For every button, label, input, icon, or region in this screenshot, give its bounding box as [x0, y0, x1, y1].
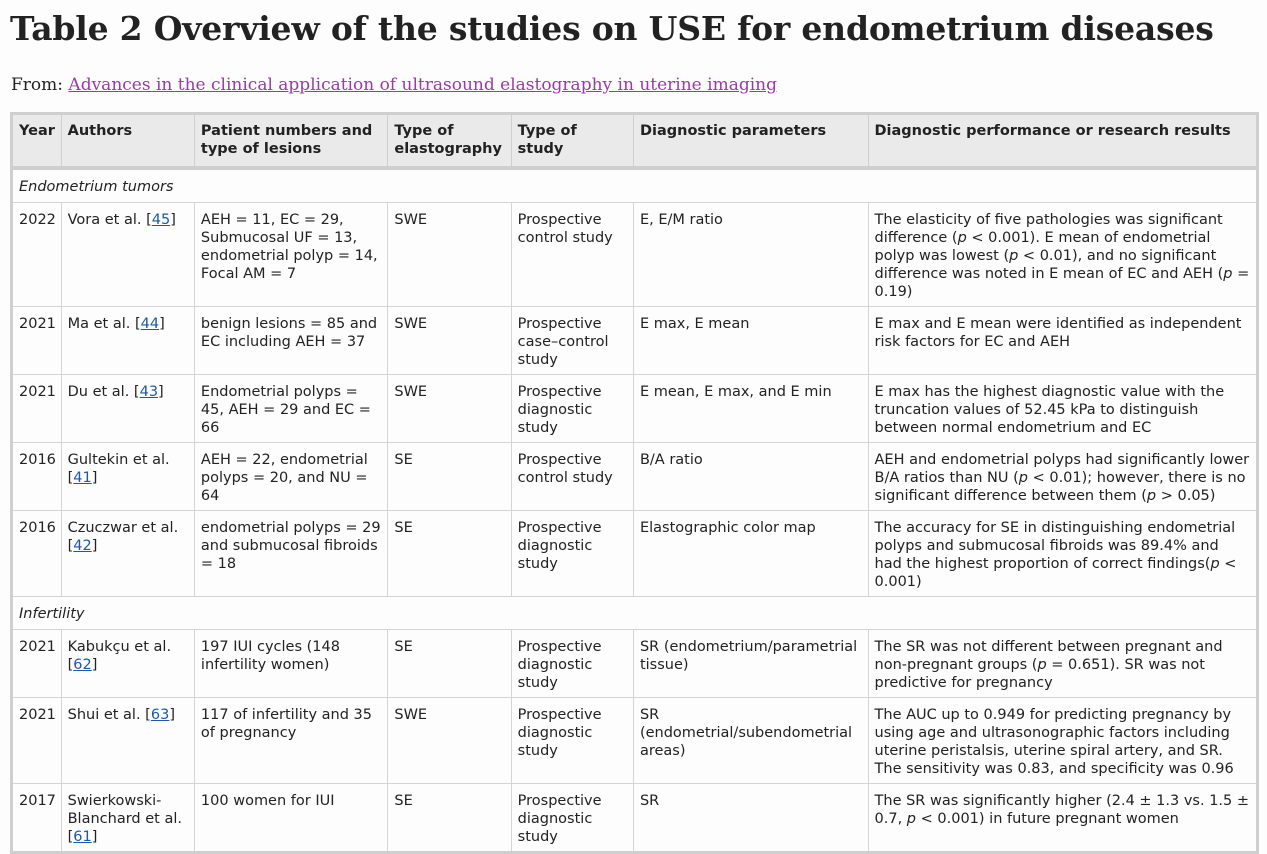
cell-elastography: SE: [388, 784, 511, 852]
author-names: Ma et al.: [67, 316, 131, 332]
cell-year: 2021: [13, 307, 61, 375]
cell-authors: Du et al. [43]: [61, 375, 194, 443]
author-names: Du et al.: [67, 384, 130, 400]
cell-elastography: SE: [388, 443, 511, 511]
author-names: Kabukçu et al.: [67, 639, 172, 655]
results-text: E max has the highest diagnostic value with the truncation values of 52.45 kPa to distinguish between normal endometrium and EC: [874, 384, 1225, 436]
table-row: [13, 307, 1256, 375]
results-text: AEH and endometrial polyps had significantly lower B/A ratios than NU (: [874, 452, 1250, 486]
section-row: [13, 597, 1256, 630]
table-row: [13, 443, 1256, 511]
cell-results: [868, 784, 1256, 852]
table-row: [13, 784, 1256, 852]
cell-parameters: Elastographic color map: [633, 511, 868, 597]
cell-authors: Kabukçu et al. [62]: [61, 630, 194, 698]
results-text: The accuracy for SE in distinguishing endometrial polyps and submucosal fibroids was 89.4% and had the highest proportion of correct findings(: [874, 520, 1236, 572]
p-value-symbol: p: [1009, 248, 1019, 264]
p-value-symbol: p: [1146, 488, 1157, 504]
header-results: Diagnostic performance or research results: [868, 115, 1256, 168]
cell-study-type: Prospective diagnostic study: [511, 698, 633, 784]
cell-patients: AEH = 11, EC = 29, Submucosal UF = 13, endometrial polyp = 14, Focal AM = 7: [194, 203, 387, 307]
cell-patients: AEH = 22, endometrial polyps = 20, and NU = 64: [194, 443, 387, 511]
cell-study-type: Prospective diagnostic study: [511, 784, 633, 852]
section-row: [13, 168, 1256, 203]
cell-parameters: SR: [633, 784, 868, 852]
header-patients: Patient numbers and type of lesions: [194, 115, 387, 168]
header-authors: Authors: [61, 115, 194, 168]
cell-study-type: Prospective control study: [511, 443, 633, 511]
page-title: Table 2 Overview of the studies on USE for endometrium diseases: [10, 9, 1214, 48]
section-label: Endometrium tumors: [13, 168, 1256, 203]
source-line: [11, 74, 1257, 96]
studies-table-container: [10, 112, 1259, 854]
author-names: Vora et al.: [67, 212, 142, 228]
cell-results: [868, 375, 1256, 443]
cell-elastography: SE: [388, 511, 511, 597]
cell-parameters: SR (endometrial/subendometrial areas): [633, 698, 868, 784]
from-label: From:: [11, 75, 64, 95]
results-text: The SR was not different between pregnant and non-pregnant groups (: [874, 639, 1223, 673]
header-year: Year: [13, 115, 61, 168]
source-article-link[interactable]: Advances in the clinical application of ultrasound elastography in uterine imaging: [68, 75, 777, 95]
cell-year: 2016: [13, 511, 61, 597]
reference-link[interactable]: 41: [73, 470, 92, 486]
p-value-symbol: p: [1210, 556, 1220, 572]
results-text: E max and E mean were identified as independent risk factors for EC and AEH: [874, 316, 1242, 350]
cell-parameters: E, E/M ratio: [633, 203, 868, 307]
cell-elastography: SWE: [388, 698, 511, 784]
p-value-symbol: p: [1223, 266, 1233, 282]
studies-table: [13, 115, 1256, 851]
cell-results: [868, 203, 1256, 307]
reference-link[interactable]: 61: [73, 829, 92, 845]
results-text: < 0.01), and no significant difference was noted in E mean of EC and AEH (: [874, 248, 1224, 282]
cell-parameters: E mean, E max, and E min: [633, 375, 868, 443]
cell-study-type: Prospective diagnostic study: [511, 375, 633, 443]
reference-link[interactable]: 43: [139, 384, 159, 400]
reference-link[interactable]: 45: [151, 212, 171, 228]
cell-parameters: B/A ratio: [633, 443, 868, 511]
cell-patients: 100 women for IUI: [194, 784, 387, 852]
cell-year: 2016: [13, 443, 61, 511]
cell-authors: Vora et al. [45]: [61, 203, 194, 307]
results-text: < 0.01); however, there is no significant difference between them (: [874, 470, 1246, 504]
cell-authors: Ma et al. [44]: [61, 307, 194, 375]
header-parameters: Diagnostic parameters: [633, 115, 868, 168]
cell-study-type: Prospective control study: [511, 203, 633, 307]
cell-study-type: Prospective diagnostic study: [511, 511, 633, 597]
cell-authors: Shui et al. [63]: [61, 698, 194, 784]
cell-study-type: Prospective diagnostic study: [511, 630, 633, 698]
cell-elastography: SWE: [388, 375, 511, 443]
table-row: [13, 630, 1256, 698]
cell-parameters: SR (endometrium/parametrial tissue): [633, 630, 868, 698]
cell-parameters: E max, E mean: [633, 307, 868, 375]
cell-year: 2021: [13, 698, 61, 784]
p-value-symbol: p: [957, 230, 967, 246]
cell-results: [868, 698, 1256, 784]
reference-link[interactable]: 42: [73, 538, 92, 554]
table-row: [13, 698, 1256, 784]
header-row: [13, 115, 1256, 168]
results-text: The SR was significantly higher (2.4 ± 1.3 vs. 1.5 ± 0.7,: [874, 793, 1250, 827]
table-row: [13, 511, 1256, 597]
reference-link[interactable]: 62: [73, 657, 92, 673]
cell-elastography: SE: [388, 630, 511, 698]
results-text: The elasticity of five pathologies was significant difference (: [874, 212, 1223, 246]
p-value-symbol: p: [906, 811, 917, 827]
cell-patients: benign lesions = 85 and EC including AEH = 37: [194, 307, 387, 375]
cell-results: [868, 511, 1256, 597]
results-text: < 0.001) in future pregnant women: [916, 811, 1179, 827]
results-text: < 0.001): [874, 556, 1237, 590]
header-study: Type of study: [511, 115, 633, 168]
author-names: Gultekin et al.: [67, 452, 170, 468]
results-text: > 0.05): [1156, 488, 1216, 504]
cell-year: 2022: [13, 203, 61, 307]
table-row: [13, 203, 1256, 307]
author-names: Czuczwar et al.: [67, 520, 179, 536]
p-value-symbol: p: [1037, 657, 1047, 673]
cell-study-type: Prospective case–control study: [511, 307, 633, 375]
header-elastography: Type of elastography: [388, 115, 511, 168]
cell-patients: 197 IUI cycles (148 infertility women): [194, 630, 387, 698]
results-text: = 0.651). SR was not predictive for pregnancy: [874, 657, 1205, 691]
cell-year: 2021: [13, 375, 61, 443]
cell-results: [868, 443, 1256, 511]
table-row: [13, 375, 1256, 443]
cell-authors: Gultekin et al. [41]: [61, 443, 194, 511]
cell-elastography: SWE: [388, 203, 511, 307]
cell-elastography: SWE: [388, 307, 511, 375]
section-label: Infertility: [13, 597, 1256, 630]
results-text: The AUC up to 0.949 for predicting pregnancy by using age and ultrasonographic factors including uterine peristalsis, uterine spiral artery, and SR. The sensitivity was 0.83, and specificity was 0.96: [874, 707, 1234, 777]
results-text: = 0.19): [874, 266, 1250, 300]
cell-authors: Swierkowski-Blanchard et al. [61]: [61, 784, 194, 852]
table-header: [13, 115, 1256, 168]
cell-patients: 117 of infertility and 35 of pregnancy: [194, 698, 387, 784]
author-names: Swierkowski-Blanchard et al.: [67, 793, 182, 827]
cell-patients: endometrial polyps = 29 and submucosal fibroids = 18: [194, 511, 387, 597]
cell-results: [868, 307, 1256, 375]
reference-link[interactable]: 63: [150, 707, 170, 723]
cell-results: [868, 630, 1256, 698]
cell-year: 2021: [13, 630, 61, 698]
cell-year: 2017: [13, 784, 61, 852]
p-value-symbol: p: [1018, 470, 1028, 486]
reference-link[interactable]: 44: [140, 316, 160, 332]
cell-authors: Czuczwar et al. [42]: [61, 511, 194, 597]
table-body: [13, 168, 1256, 851]
results-text: < 0.001). E mean of endometrial polyp was lowest (: [874, 230, 1211, 264]
author-names: Shui et al.: [67, 707, 141, 723]
cell-patients: Endometrial polyps = 45, AEH = 29 and EC = 66: [194, 375, 387, 443]
